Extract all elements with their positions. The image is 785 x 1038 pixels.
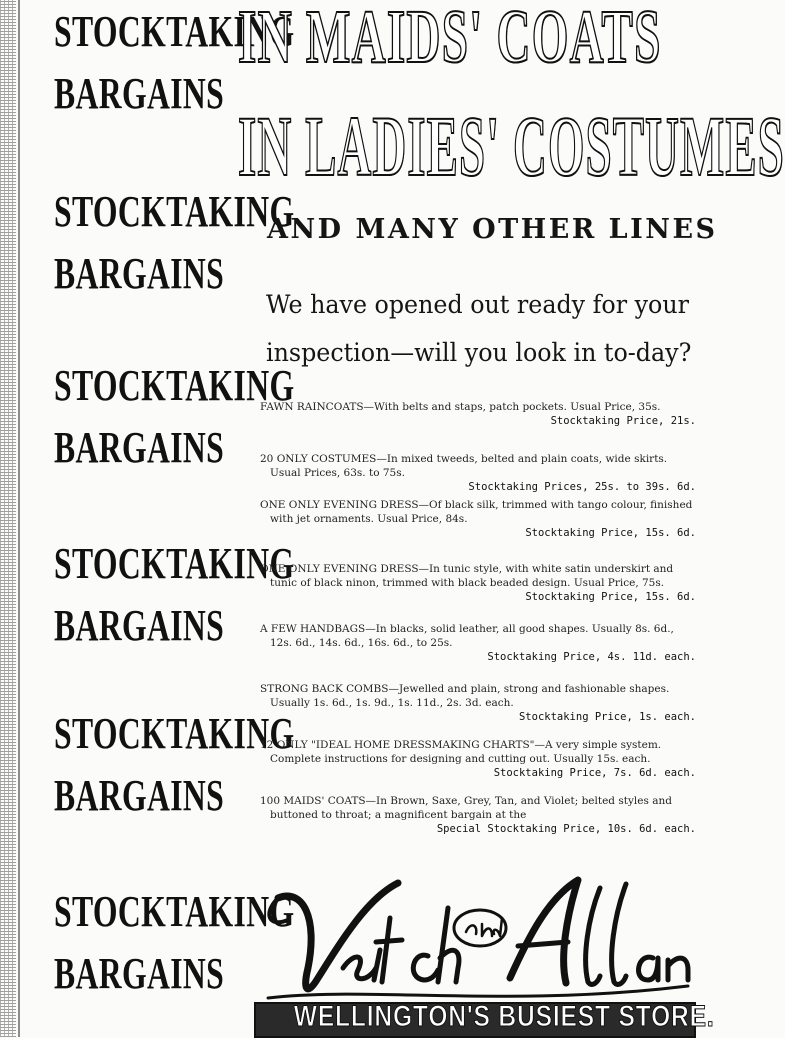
stocktaking-word: STOCKTAKING [54, 7, 295, 56]
item-price: Stocktaking Price, 4s. 11d. each. [487, 651, 696, 663]
bargains-word: BARGAINS [54, 771, 225, 820]
stocktaking-word: STOCKTAKING [54, 361, 295, 410]
item-description: STRONG BACK COMBS—Jewelled and plain, strong and fashionable shapes. Usually 1s. 6d., 1s. 9d., 1s. 11d., 2s. 3d. each. [260, 683, 670, 709]
bargains-word: BARGAINS [54, 423, 225, 472]
stocktaking-block [26, 709, 295, 820]
list-item [260, 562, 696, 604]
stocktaking-word: STOCKTAKING [54, 187, 295, 236]
item-description: A FEW HANDBAGS—In blacks, solid leather, all good shapes. Usually 8s. 6d., 12s. 6d., 14s. 6d., 16s. 6d., to 25s. [260, 623, 674, 649]
bargains-word: BARGAINS [54, 69, 225, 118]
list-item [260, 738, 696, 780]
list-item [260, 498, 696, 540]
item-price: Stocktaking Price, 21s. [550, 415, 696, 427]
stocktaking-block [26, 539, 295, 650]
stocktaking-block [26, 7, 295, 118]
list-item [260, 400, 696, 428]
item-price: Stocktaking Price, 7s. 6d. each. [493, 767, 696, 779]
list-item [260, 794, 696, 836]
stocktaking-word: STOCKTAKING [54, 709, 295, 758]
item-price: Special Stocktaking Price, 10s. 6d. each. [436, 823, 696, 835]
bargains-word: BARGAINS [54, 601, 225, 650]
item-price: Stocktaking Price, 15s. 6d. [525, 591, 696, 603]
item-price: Stocktaking Prices, 25s. to 39s. 6d. [468, 481, 696, 493]
item-description: 20 ONLY COSTUMES—In mixed tweeds, belted and plain coats, wide skirts. Usual Prices, 63s. to 75s. [260, 453, 668, 479]
stocktaking-block [26, 887, 295, 998]
item-description: 12 ONLY "IDEAL HOME DRESSMAKING CHARTS"—A very simple system. Complete instructions for designing and cutting out. Usually 15s. each. [260, 739, 662, 765]
store-banner-text: WELLINGTON'S BUSIEST STORE. [293, 1000, 715, 1033]
page-edge-rule [18, 0, 20, 1037]
list-item [260, 682, 696, 724]
item-price: Stocktaking Price, 15s. 6d. [525, 527, 696, 539]
intro-line-1: We have opened out ready for your [266, 290, 690, 319]
headline-ladies-costumes: IN LADIES' COSTUMES [238, 98, 785, 194]
subheadline: AND MANY OTHER LINES [267, 214, 718, 245]
stocktaking-block [26, 361, 295, 472]
page-edge-border [0, 0, 16, 1037]
stocktaking-word: STOCKTAKING [54, 887, 295, 936]
list-item [260, 452, 696, 494]
stocktaking-word: STOCKTAKING [54, 539, 295, 588]
item-description: ONE ONLY EVENING DRESS—Of black silk, trimmed with tango colour, finished with jet ornaments. Usual Price, 84s. [260, 499, 693, 525]
item-price: Stocktaking Price, 1s. each. [518, 711, 696, 723]
list-item [260, 622, 696, 664]
item-description: FAWN RAINCOATS—With belts and staps, patch pockets. Usual Price, 35s. [260, 401, 661, 413]
intro-line-2: inspection—will you look in to-day? [266, 338, 692, 367]
bargains-word: BARGAINS [54, 249, 225, 298]
headline-maids-coats: IN MAIDS' COATS [238, 0, 662, 79]
item-description: 100 MAIDS' COATS—In Brown, Saxe, Grey, Tan, and Violet; belted styles and buttoned to throat; a magnificent bargain at the [260, 795, 672, 821]
stocktaking-block [26, 187, 295, 298]
bargains-word: BARGAINS [54, 949, 225, 998]
item-description: ONE ONLY EVENING DRESS—In tunic style, with white satin underskirt and tunic of black ninon, trimmed with black beaded design. Usual Price, 75s. [260, 563, 674, 589]
